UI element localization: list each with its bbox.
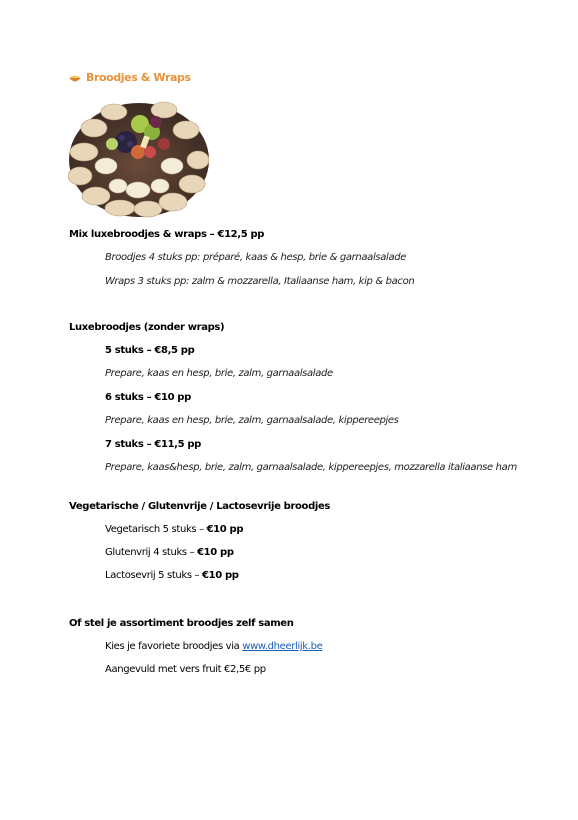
lactosevrij-price: €10 pp [202,570,239,581]
title-text: Broodjes & Wraps [86,70,191,84]
mix-line-broodjes: Broodjes 4 stuks pp: préparé, kaas & hesp, brie & garnaalsalade [105,252,407,263]
lactosevrij-line [105,569,239,583]
luxe-option-6: 6 stuks – €10 pp [105,392,191,403]
mix-heading: Mix luxebroodjes & wraps – €12,5 pp [69,229,265,240]
mix-line-wraps: Wraps 3 stuks pp: zalm & mozzarella, Italiaanse ham, kip & bacon [105,276,415,287]
vegetarisch-line [105,523,243,537]
vegetarisch-text: Vegetarisch 5 stuks – [105,524,207,535]
luxe-option-7-desc: Prepare, kaas&hesp, brie, zalm, garnaalsalade, kippereepjes, mozzarella italiaanse ham [105,462,517,473]
luxe-heading: Luxebroodjes (zonder wraps) [69,322,225,333]
zelf-heading: Of stel je assortiment broodjes zelf samen [69,618,294,629]
lactosevrij-text: Lactosevrij 5 stuks – [105,570,203,581]
section-title [69,69,191,85]
glutenvrij-price: €10 pp [197,547,234,558]
zelf-intro-text: Kies je favoriete broodjes via [105,641,243,652]
luxe-option-7: 7 stuks – €11,5 pp [105,439,201,450]
luxe-option-6-desc: Prepare, kaas en hesp, brie, zalm, garnaalsalade, kippereepjes [105,415,399,426]
glutenvrij-line [105,546,234,560]
luxe-option-5-desc: Prepare, kaas en hesp, brie, zalm, garnaalsalade [105,368,333,379]
vegetarisch-price: €10 pp [206,524,244,535]
zelf-intro-line [105,640,322,654]
sandwich-platter-photo [68,94,210,219]
glutenvrij-text: Glutenvrij 4 stuks – [105,547,198,558]
luxe-option-5: 5 stuks – €8,5 pp [105,345,195,356]
website-link[interactable]: www.dheerlijk.be [242,641,323,652]
fruit-line: Aangevuld met vers fruit €2,5€ pp [105,664,266,675]
dieet-heading: Vegetarische / Glutenvrije / Lactosevrije broodjes [69,501,330,512]
bowl-icon [69,73,81,81]
